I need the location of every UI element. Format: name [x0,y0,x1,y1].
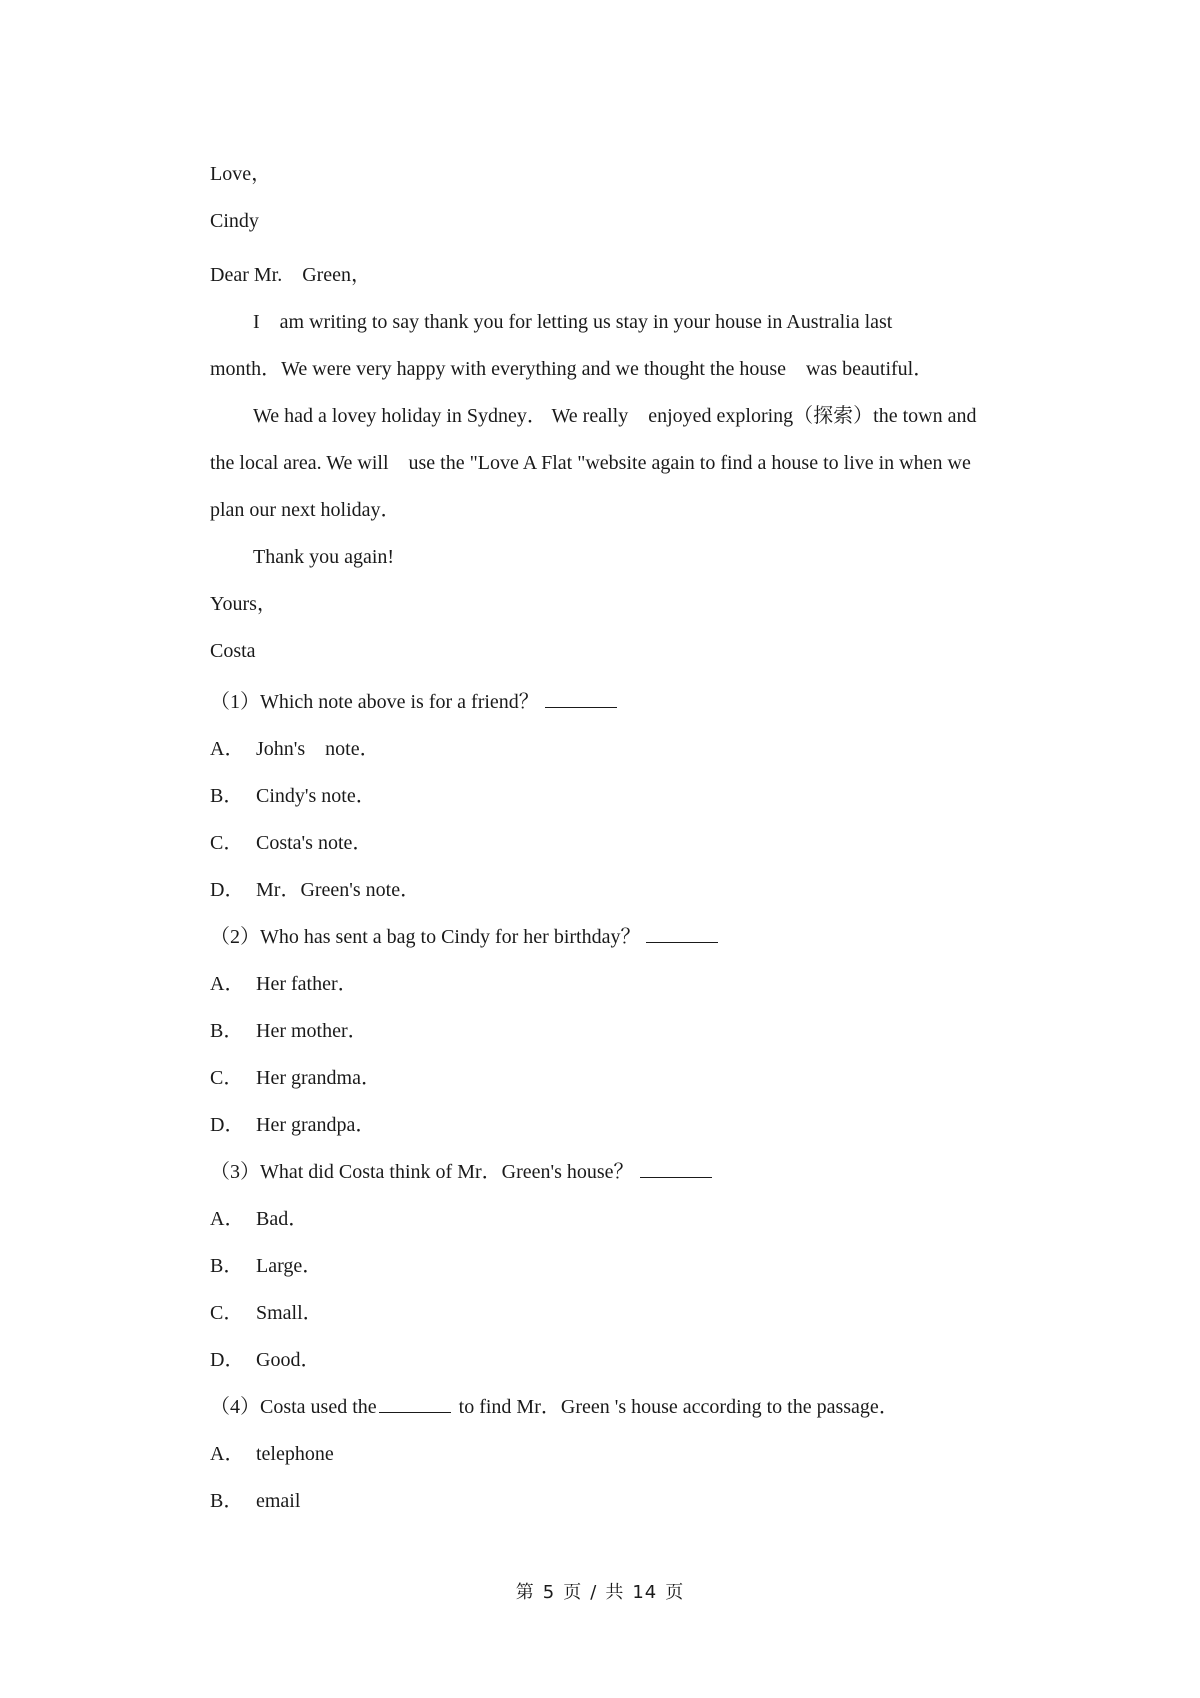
costa-paragraph-3: Thank you again! [253,546,395,568]
question-3-prompt [210,1159,712,1185]
question-4-text-after: to find Mr．Green 's house according to the passage． [458,1396,899,1418]
question-2-text: （2）Who has sent a bag to Cindy for her birthday？ [210,926,641,948]
question-4-prompt [210,1394,899,1420]
costa-paragraph-1-line-2: month．We were very happy with everything and we thought the house was beautiful． [210,358,934,380]
option-letter: B． [210,785,244,807]
footer-total-pages: 14 [632,1582,658,1603]
option-text: Mr．Green's note． [256,879,421,901]
question-4-option-a [210,1441,334,1467]
costa-signature: Costa [210,640,256,662]
question-2-answer-blank [646,924,718,943]
option-letter: D． [210,1114,245,1136]
cindy-closing: Love， [210,163,272,185]
option-text: Her grandma． [256,1067,381,1089]
costa-paragraph-2-line-2: the local area. We will use the "Love A Flat "website again to find a house to live in when we [210,452,971,474]
footer-prefix: 第 [515,1582,535,1603]
costa-paragraph-1-line-1: I am writing to say thank you for letting us stay in your house in Australia last [253,311,893,333]
option-letter: C． [210,1067,244,1089]
question-3-option-b [210,1253,322,1279]
footer-separator: / [590,1582,598,1603]
page-footer [0,1578,1200,1604]
question-4-option-b [210,1488,300,1514]
option-text: Good． [256,1349,321,1371]
question-1-prompt [210,689,617,715]
cindy-signature: Cindy [210,210,259,232]
option-letter: B． [210,1020,244,1042]
option-letter: C． [210,832,244,854]
option-letter: A． [210,1443,245,1465]
question-1-option-a [210,736,380,762]
question-1-option-d [210,877,420,903]
option-text: telephone [256,1443,334,1465]
option-text: Bad． [256,1208,309,1230]
option-letter: A． [210,738,245,760]
question-3-option-a [210,1206,308,1232]
question-3-answer-blank [640,1159,712,1178]
option-text: email [256,1490,301,1512]
question-1-option-b [210,783,376,809]
question-2-option-b [210,1018,368,1044]
option-letter: D． [210,1349,245,1371]
question-3-option-c [210,1300,323,1326]
footer-total-unit: 页 [665,1582,685,1603]
footer-page-number: 5 [542,1582,556,1603]
question-4-text-before: （4）Costa used the [210,1396,377,1418]
question-1-answer-blank [545,689,617,708]
option-letter: A． [210,973,245,995]
option-letter: D． [210,879,245,901]
option-text: Her father． [256,973,358,995]
costa-paragraph-2-line-1: We had a lovey holiday in Sydney． We really enjoyed exploring（探索）the town and [253,405,977,427]
question-2-option-d [210,1112,375,1138]
option-text: Large． [256,1255,323,1277]
question-2-option-c [210,1065,381,1091]
question-1-text: （1）Which note above is for a friend？ [210,691,539,713]
footer-page-unit: 页 [563,1582,583,1603]
option-letter: C． [210,1302,244,1324]
option-text: Small． [256,1302,323,1324]
question-3-text: （3）What did Costa think of Mr．Green's house？ [210,1161,634,1183]
footer-total-prefix: 共 [605,1582,625,1603]
question-1-option-c [210,830,372,856]
option-text: Cindy's note． [256,785,376,807]
question-2-option-a [210,971,358,997]
option-text: Her mother． [256,1020,368,1042]
option-letter: A． [210,1208,245,1230]
costa-closing: Yours， [210,593,277,615]
costa-paragraph-2-line-3: plan our next holiday． [210,499,401,521]
question-2-prompt [210,924,718,950]
costa-greeting: Dear Mr. Green， [210,264,372,286]
option-text: Her grandpa． [256,1114,376,1136]
question-3-option-d [210,1347,320,1373]
option-letter: B． [210,1255,244,1277]
option-text: Costa's note． [256,832,373,854]
option-text: John's note． [256,738,380,760]
question-4-answer-blank [379,1394,451,1413]
option-letter: B． [210,1490,244,1512]
